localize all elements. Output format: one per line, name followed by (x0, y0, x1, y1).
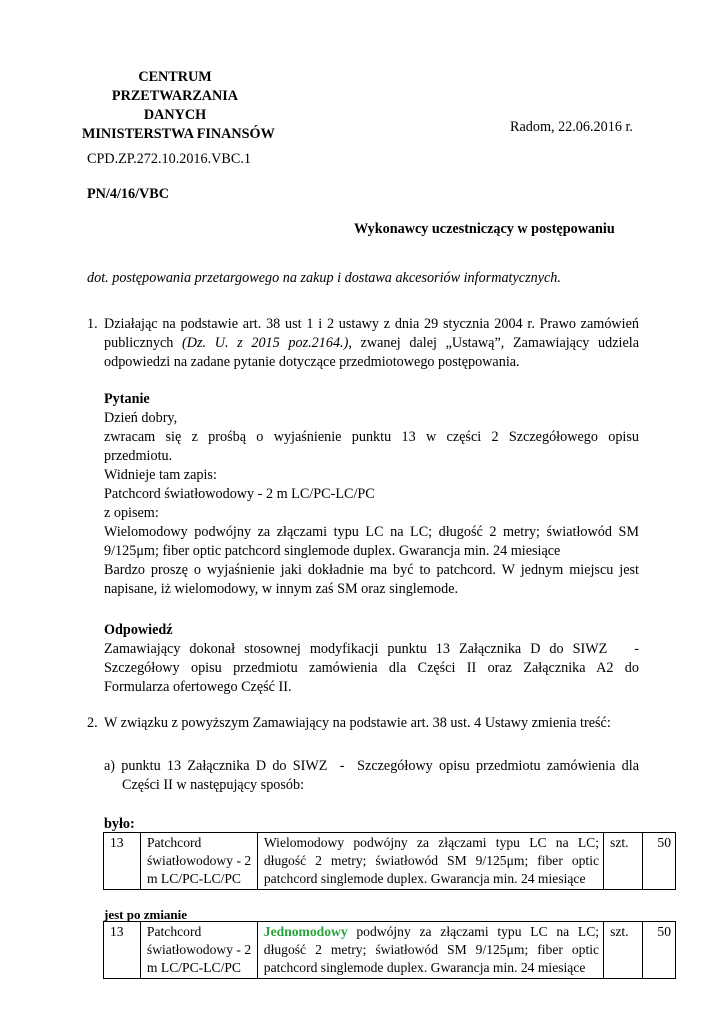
question-line-4: Widnieje tam zapis: (104, 467, 217, 483)
answer-heading: Odpowiedź (104, 622, 173, 638)
answer-line-3: Formularza ofertowego Część II. (104, 679, 292, 695)
description-line-1: Wielomodowy podwójny za złączami typu LC na LC; (263, 835, 600, 850)
quantity-cell: 50 (643, 922, 676, 979)
table-row (104, 833, 676, 890)
item-name-line-2: światłowodowy - 2 (146, 942, 252, 957)
after-table (103, 921, 676, 979)
item-name-line-3: m LC/PC-LC/PC (146, 960, 241, 975)
quantity-cell: 50 (643, 833, 676, 890)
question-line-9: Bardzo proszę o wyjaśnienie jaki dokładnie ma być to patchcord. W jednym miejscu jest (104, 562, 639, 578)
question-line-6: z opisem: (104, 505, 159, 521)
subpoint-a-line-2: Części II w następujący sposób: (122, 777, 305, 793)
question-line-7: Wielomodowy podwójny za złączami typu LC na LC; długość 2 metry; światłowód SM (104, 524, 639, 540)
description-line-1 (264, 923, 599, 941)
place-date: Radom, 22.06.2016 r. (510, 119, 633, 135)
item-description-cell (257, 922, 603, 979)
intro-text-a: publicznych (104, 335, 174, 351)
intro-text-c: , zwanej dalej „Ustawą”, Zamawiający udziela (348, 335, 639, 351)
section-1-number: 1. (87, 316, 98, 332)
section-1-intro-line-2 (104, 334, 639, 353)
description-line-2: długość 2 metry; światłowód SM 9/125μm; fiber optic (263, 853, 600, 868)
section-2-intro: W związku z powyższym Zamawiający na podstawie art. 38 ust. 4 Ustawy zmienia treść: (104, 715, 611, 731)
item-number-cell: 13 (104, 833, 141, 890)
question-line-2: zwracam się z prośbą o wyjaśnienie punktu 13 w części 2 Szczegółowego opisu (104, 429, 639, 445)
changed-term-highlight: Jednomodowy (263, 924, 348, 939)
description-line-1-rest: podwójny za złączami typu LC na LC; (347, 924, 600, 939)
table-row (104, 922, 676, 979)
question-heading: Pytanie (104, 391, 150, 407)
item-name-line-3: m LC/PC-LC/PC (146, 871, 242, 886)
description-line-3: patchcord singlemode duplex. Gwarancja min. 24 miesiące (263, 871, 586, 886)
org-line-1: CENTRUM (138, 69, 212, 85)
law-citation: (Dz. U. z 2015 poz.2164.) (182, 335, 349, 351)
before-label: było: (104, 816, 135, 832)
section-1-intro-line-3: odpowiedzi na zadane pytanie dotyczące przedmiotowego postępowania. (104, 354, 520, 370)
question-line-3: przedmiotu. (104, 448, 173, 464)
org-line-3: MINISTERSTWA FINANSÓW (82, 126, 275, 142)
description-line-2: długość 2 metry; światłowód SM 9/125μm; fiber optic (263, 942, 600, 957)
recipient: Wykonawcy uczestniczący w postępowaniu (354, 221, 615, 237)
question-line-8: 9/125μm; fiber optic patchcord singlemode duplex. Gwarancja min. 24 miesiące (104, 543, 561, 559)
item-name-line-1: Patchcord (146, 835, 202, 850)
unit-cell: szt. (604, 922, 643, 979)
item-name-cell (140, 922, 257, 979)
item-name-cell (140, 833, 257, 890)
after-label: jest po zmianie (104, 907, 188, 922)
section-2-number: 2. (87, 715, 98, 731)
description-line-3: patchcord singlemode duplex. Gwarancja min. 24 miesiące (263, 960, 586, 975)
subject-line: dot. postępowania przetargowego na zakup i dostawa akcesoriów informatycznych. (87, 270, 561, 286)
item-name-line-2: światłowodowy - 2 (146, 853, 252, 868)
organization-name (82, 68, 275, 144)
question-line-10: napisane, iż wielomodowy, w innym zaś SM oraz singlemode. (104, 581, 459, 597)
answer-line-1: Zamawiający dokonał stosownej modyfikacji punktu 13 Załącznika D do SIWZ - (104, 641, 639, 657)
item-number-cell: 13 (104, 922, 141, 979)
answer-line-2: Szczegółowy opisu przedmiotu zamówienia dla Części II oraz Załącznika A2 do (104, 660, 639, 676)
section-1-intro-line-1: Działając na podstawie art. 38 ust 1 i 2 ustawy z dnia 29 stycznia 2004 r. Prawo zamówień (104, 316, 639, 332)
subpoint-a-line-1: a) punktu 13 Załącznika D do SIWZ - Szczegółowy opisu przedmiotu zamówienia dla (104, 758, 639, 774)
before-table (103, 832, 676, 890)
reference-number: CPD.ZP.272.10.2016.VBC.1 (87, 151, 251, 167)
item-description-cell (257, 833, 603, 890)
unit-cell: szt. (604, 833, 643, 890)
question-line-1: Dzień dobry, (104, 410, 178, 426)
org-line-2: PRZETWARZANIA DANYCH (111, 88, 239, 123)
item-name-line-1: Patchcord (146, 924, 202, 939)
question-line-5: Patchcord światłowodowy - 2 m LC/PC-LC/PC (104, 486, 375, 502)
case-number: PN/4/16/VBC (87, 186, 169, 202)
